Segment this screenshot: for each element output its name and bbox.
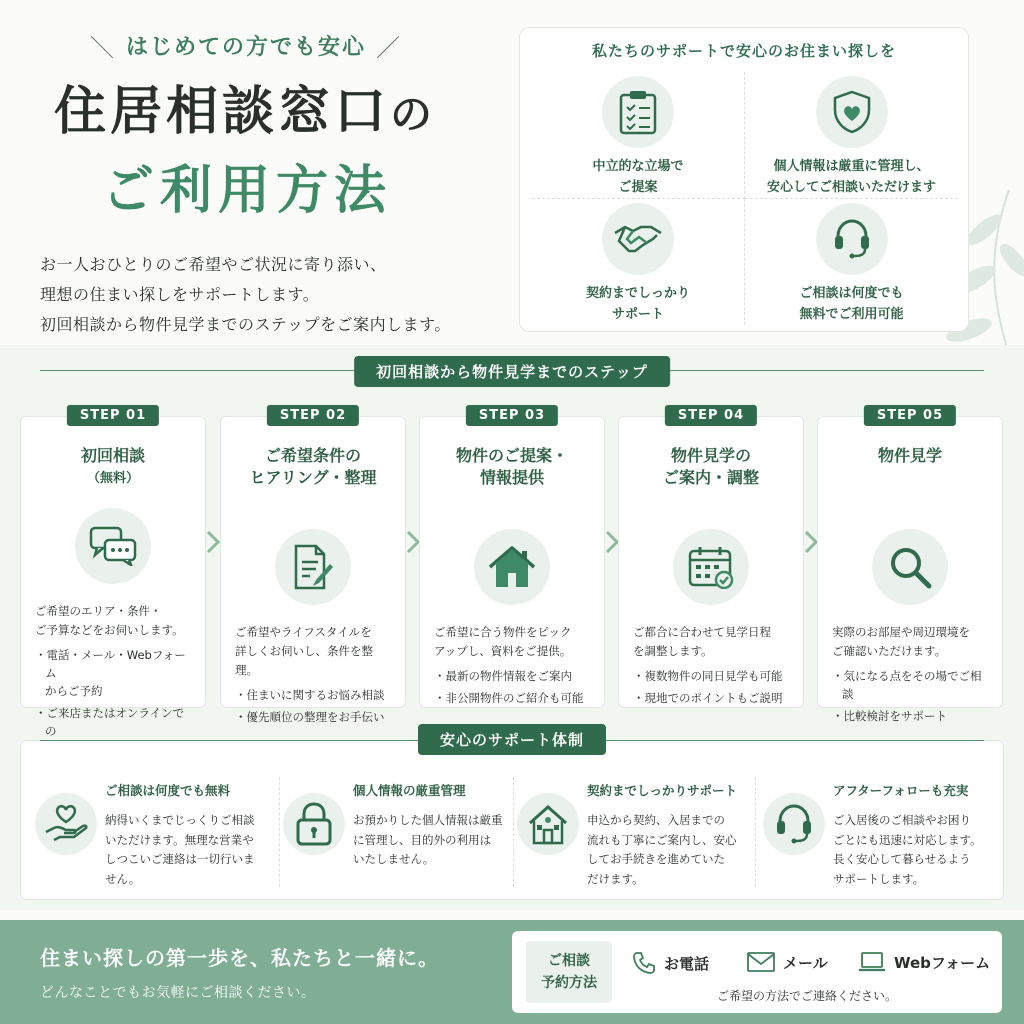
contact-note: ご希望の方法でご連絡ください。 — [716, 989, 897, 1003]
lead-line: お一人おひとりのご希望やご状況に寄り添い、 — [40, 255, 387, 274]
feature-text: 中立的な立場で ご提案 — [592, 159, 684, 195]
mail-icon — [747, 951, 775, 973]
features-card — [519, 27, 969, 332]
step-card-04 — [618, 408, 804, 708]
list-item: ・最新の物件情報をご案内 — [434, 669, 572, 683]
lead-line: 理想の住まい探しをサポートします。 — [40, 285, 320, 304]
contact-mail-button[interactable] — [747, 951, 828, 973]
hero-kicker — [90, 28, 510, 63]
step-badge: STEP 03 — [466, 405, 558, 426]
support-title: 契約までしっかりサポート — [587, 783, 738, 798]
features-grid — [532, 72, 958, 324]
footer-headline: 住まい探しの第一歩を、私たちと一緒に。 — [40, 946, 439, 970]
support-text: ご入居後のご相談やお困り ごとにも迅速に対応します。 長く安心して暮らせるよう サポートします。 — [833, 813, 982, 886]
list-item: ・複数物件の同日見学も可能 — [633, 669, 783, 683]
step-description: ご希望のエリア・条件・ ご予算などをお伺いします。 — [35, 604, 184, 637]
home-building-icon — [517, 793, 579, 855]
contact-box — [512, 931, 1002, 1013]
title-no: の — [390, 90, 433, 139]
step-card-03 — [419, 408, 605, 708]
page-title — [54, 81, 510, 146]
step-card-01 — [20, 408, 206, 738]
chevron-right-icon — [605, 530, 619, 554]
chevron-right-icon — [406, 530, 420, 554]
feature-text: ご相談は何度でも 無料でご利用可能 — [799, 286, 904, 322]
feature-text: 契約までしっかり サポート — [585, 286, 690, 322]
hero-lead — [40, 250, 510, 340]
phone-icon — [632, 951, 656, 975]
features-title: 私たちのサポートで安心のお住まい探しを — [591, 42, 896, 60]
step-subtitle: （無料） — [86, 471, 139, 486]
hero-section — [40, 20, 510, 340]
step-bullets — [434, 667, 590, 707]
step-badge: STEP 05 — [864, 405, 956, 426]
headset-icon — [763, 793, 825, 855]
headset-icon — [816, 203, 888, 275]
magnifier-icon — [872, 529, 948, 605]
step-title: 物件見学の ご案内・調整 — [662, 446, 759, 487]
step-description: 実際のお部屋や周辺環境を ご確認いただけます。 — [832, 625, 970, 658]
support-text: お預かりした個人情報は厳重 に管理し、目的外の利用は いたしません。 — [353, 813, 503, 866]
contact-option-label: お電話 — [664, 954, 710, 973]
list-item: ・比較検討をサポート — [832, 709, 947, 723]
laptop-icon — [858, 951, 886, 973]
padlock-icon — [283, 793, 345, 855]
support-text: 納得いくまでじっくりご相談 いただけます。無理な営業や しつこいご連絡は一切行いま せん。 — [105, 813, 255, 886]
chevron-right-icon — [206, 530, 220, 554]
step-card-05 — [817, 408, 1003, 723]
support-divider — [755, 777, 756, 887]
lead-line: 初回相談から物件見学までのステップをご案内します。 — [40, 315, 451, 334]
step-title: 物件見学 — [877, 446, 942, 465]
calendar-icon — [673, 529, 749, 605]
support-item — [35, 781, 265, 891]
contact-option-label: メール — [783, 953, 828, 972]
support-card — [20, 740, 1004, 900]
step-description: ご都合に合わせて見学日程 を調整します。 — [633, 625, 771, 658]
list-item: ・住まいに関するお悩み相談 — [235, 688, 385, 702]
support-divider — [279, 777, 280, 887]
support-item — [517, 781, 747, 891]
document-pen-icon — [275, 529, 351, 605]
list-item: ・気になる点をその場でご相談 — [832, 669, 982, 701]
contact-phone-button[interactable] — [632, 951, 709, 975]
step-badge: STEP 04 — [665, 405, 757, 426]
chat-bubbles-icon — [75, 508, 151, 584]
feature-item — [745, 72, 958, 199]
support-section-label: 安心のサポート体制 — [418, 724, 606, 755]
feature-item — [745, 199, 958, 325]
feature-item — [532, 72, 745, 199]
footer — [0, 920, 1024, 1024]
support-text: 申込から契約、入居までの 流れも丁寧にご案内し、安心 してお手続きを進めていた だけます。 — [587, 813, 737, 886]
slash-left-icon: ＼ — [90, 34, 116, 62]
list-item: ・優先順位の整理をお手伝い — [235, 710, 385, 724]
list-item: ・現地でのポイントもご説明 — [633, 691, 783, 705]
list-item: ・非公開物件のご紹介も可能 — [434, 691, 584, 705]
title-line1: 住居相談窓口 — [54, 82, 391, 142]
step-title: 物件のご提案・ 情報提供 — [455, 446, 568, 487]
hand-heart-icon — [35, 793, 97, 855]
contact-label: ご相談 予約方法 — [526, 941, 612, 1003]
handshake-icon — [602, 203, 674, 275]
step-bullets — [633, 667, 789, 707]
support-title: 個人情報の厳重管理 — [353, 783, 466, 798]
step-description: ご希望に合う物件をピック アップし、資料をご提供。 — [434, 625, 572, 658]
step-bullets — [832, 667, 988, 725]
contact-option-label: Webフォーム — [894, 953, 991, 972]
feature-text: 個人情報は厳重に管理し、 安心してご相談いただけます — [766, 159, 936, 195]
list-item: ・電話・メール・Webフォーム からご予約 — [35, 648, 186, 698]
step-card-02 — [220, 408, 406, 724]
feature-item — [532, 199, 745, 325]
support-item — [763, 781, 993, 891]
page-title-line2: ご利用方法 — [102, 161, 393, 221]
step-title: ご希望条件の ヒアリング・整理 — [249, 446, 377, 487]
step-title: 初回相談 — [80, 446, 145, 465]
chevron-right-icon — [804, 530, 818, 554]
slash-right-icon: ／ — [376, 34, 403, 62]
step-bullets — [235, 686, 391, 726]
contact-webform-button[interactable] — [858, 951, 990, 973]
support-title: ご相談は何度でも無料 — [105, 783, 231, 798]
support-divider — [513, 777, 514, 887]
step-badge: STEP 01 — [67, 405, 159, 426]
house-icon — [474, 529, 550, 605]
footer-subtext: どんなことでもお気軽にご相談ください。 — [40, 985, 316, 1001]
support-title: アフターフォローも充実 — [833, 783, 969, 798]
step-description: ご希望やライフスタイルを 詳しくお伺いし、条件を整理。 — [235, 625, 373, 677]
kicker-text: はじめての方でも安心 — [126, 35, 367, 60]
list-item: ・ご来店またはオンラインでの — [35, 706, 185, 738]
clipboard-icon — [602, 76, 674, 148]
steps-section-label: 初回相談から物件見学までのステップ — [354, 356, 670, 387]
shield-heart-icon — [816, 76, 888, 148]
support-item — [283, 781, 513, 891]
step-badge: STEP 02 — [267, 405, 359, 426]
